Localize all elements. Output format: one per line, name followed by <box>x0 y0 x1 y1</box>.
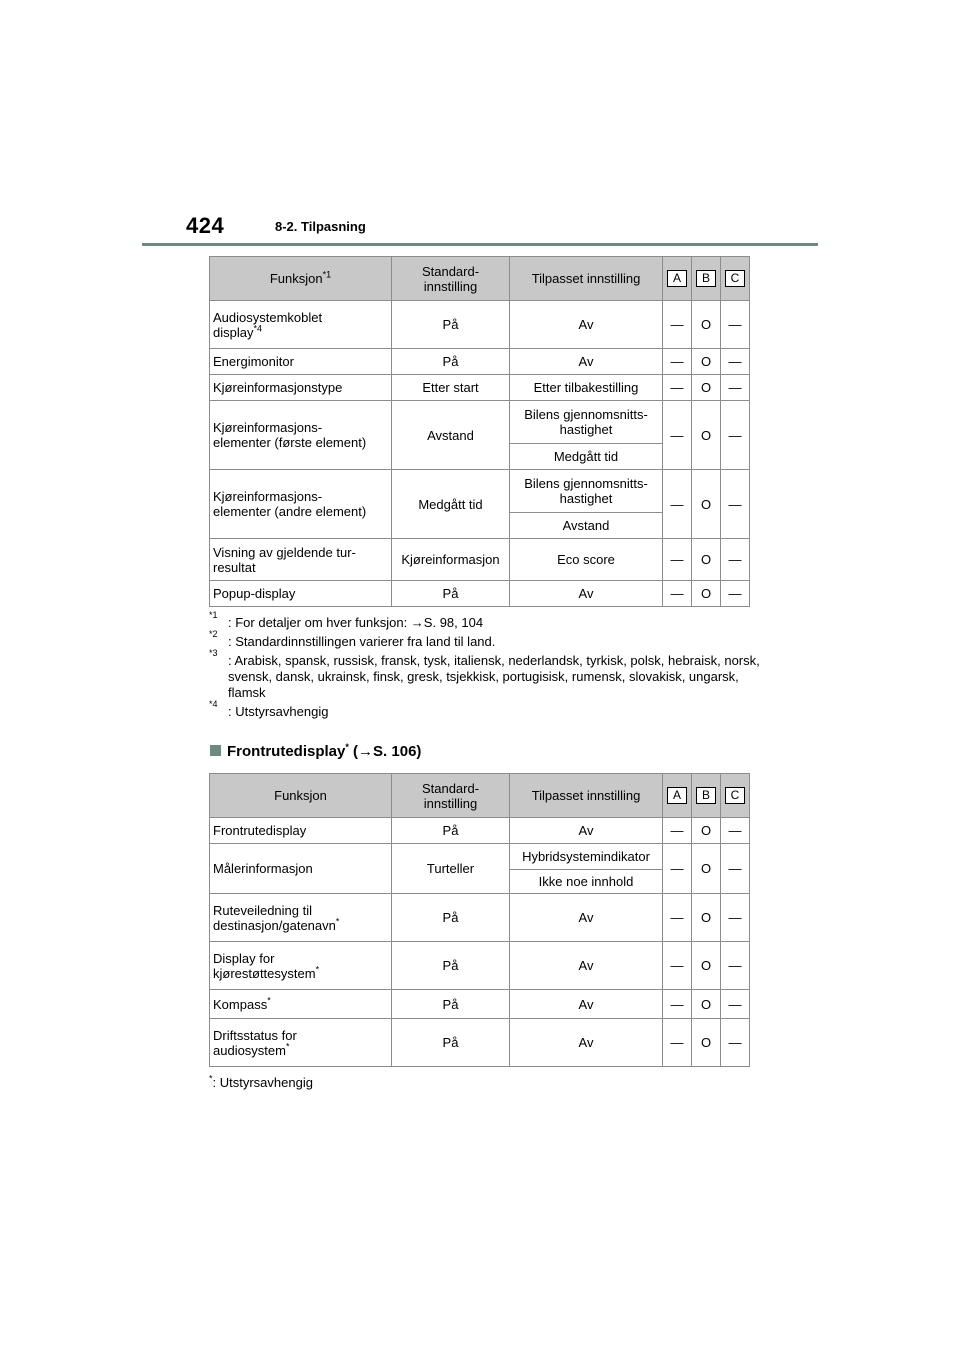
row-function: Ruteveiledning til destinasjon/gatenavn* <box>210 894 392 942</box>
col-b: B <box>692 774 721 818</box>
row-c: — <box>721 375 750 401</box>
col-a: A <box>663 257 692 301</box>
table-row <box>210 1019 750 1067</box>
table-row <box>210 894 750 942</box>
footnote-item: *2 : Standardinnstillingen varierer fra land til land. <box>209 629 496 649</box>
row-c: — <box>721 894 750 942</box>
row-b: O <box>692 990 721 1019</box>
row-default: På <box>392 1019 510 1067</box>
row-function: Kjøreinformasjons- elementer (første element) <box>210 401 392 470</box>
row-c: — <box>721 818 750 844</box>
row-custom: Av <box>510 301 663 349</box>
col-custom: Tilpasset innstilling <box>510 257 663 301</box>
row-a: — <box>663 990 692 1019</box>
row-custom: Av <box>510 1019 663 1067</box>
row-function: Visning av gjeldende tur- resultat <box>210 539 392 581</box>
row-custom: Av <box>510 349 663 375</box>
row-default: På <box>392 818 510 844</box>
row-default: Etter start <box>392 375 510 401</box>
row-function: Kjøreinformasjons- elementer (andre element) <box>210 470 392 539</box>
row-b: O <box>692 470 721 539</box>
table-row <box>210 539 750 581</box>
row-custom: Bilens gjennomsnitts- hastighet <box>510 470 663 513</box>
header-rule <box>142 243 818 246</box>
row-custom: Av <box>510 894 663 942</box>
col-c: C <box>721 774 750 818</box>
row-a: — <box>663 470 692 539</box>
footnote-item: *1 : For detaljer om hver funksjon: →S. 98, 104 <box>209 610 484 630</box>
row-a: — <box>663 1019 692 1067</box>
row-a: — <box>663 581 692 607</box>
row-a: — <box>663 894 692 942</box>
footnote-item: *3 : Arabisk, spansk, russisk, fransk, tysk, italiensk, nederlandsk, tyrkisk, polsk, hebraisk, norsk, svensk, dansk, ukrainsk, finsk, gresk, tsjekkisk, portugisisk, rumensk, slovakisk, ungarsk, flamsk <box>209 648 760 700</box>
row-function: Display for kjørestøttesystem* <box>210 942 392 990</box>
page-reference[interactable]: (→S. 106) <box>353 743 422 760</box>
row-default: På <box>392 894 510 942</box>
table-header-row <box>210 774 750 818</box>
row-function: Kjøreinformasjonstype <box>210 375 392 401</box>
row-default: På <box>392 349 510 375</box>
col-c: C <box>721 257 750 301</box>
table-row <box>210 581 750 607</box>
subheading-frontrutedisplay: Frontrutedisplay* (→S. 106) <box>210 743 421 760</box>
row-default: På <box>392 990 510 1019</box>
row-c: — <box>721 942 750 990</box>
row-c: — <box>721 844 750 894</box>
table-row <box>210 990 750 1019</box>
row-a: — <box>663 349 692 375</box>
row-custom: Medgått tid <box>510 444 663 470</box>
row-function: Kompass* <box>210 990 392 1019</box>
col-default: Standard- innstilling <box>392 774 510 818</box>
table-row <box>210 349 750 375</box>
row-default: Avstand <box>392 401 510 470</box>
col-b: B <box>692 257 721 301</box>
row-default: Kjøreinformasjon <box>392 539 510 581</box>
row-a: — <box>663 818 692 844</box>
row-b: O <box>692 894 721 942</box>
row-c: — <box>721 1019 750 1067</box>
row-a: — <box>663 844 692 894</box>
table-row <box>210 375 750 401</box>
row-b: O <box>692 401 721 470</box>
row-custom: Eco score <box>510 539 663 581</box>
settings-table-1 <box>209 256 750 607</box>
row-c: — <box>721 539 750 581</box>
table-row <box>210 844 750 870</box>
row-function: Målerinformasjon <box>210 844 392 894</box>
table-row <box>210 401 750 444</box>
table-row <box>210 818 750 844</box>
row-default: På <box>392 942 510 990</box>
row-default: Turteller <box>392 844 510 894</box>
row-b: O <box>692 818 721 844</box>
row-function: Popup-display <box>210 581 392 607</box>
row-a: — <box>663 301 692 349</box>
row-b: O <box>692 539 721 581</box>
page-header <box>0 0 960 250</box>
row-b: O <box>692 301 721 349</box>
page-number: 424 <box>186 213 225 238</box>
table-row <box>210 942 750 990</box>
row-function: Energimonitor <box>210 349 392 375</box>
row-c: — <box>721 581 750 607</box>
table-row <box>210 301 750 349</box>
row-function: Driftsstatus for audiosystem* <box>210 1019 392 1067</box>
row-custom: Hybridsystemindikator <box>510 844 663 870</box>
row-c: — <box>721 301 750 349</box>
col-custom: Tilpasset innstilling <box>510 774 663 818</box>
table-header-row <box>210 257 750 301</box>
settings-table-2 <box>209 773 750 1067</box>
row-custom: Ikke noe innhold <box>510 870 663 894</box>
row-custom: Av <box>510 581 663 607</box>
table-footnote: *: Utstyrsavhengig <box>209 1073 313 1090</box>
row-c: — <box>721 990 750 1019</box>
row-b: O <box>692 844 721 894</box>
col-a: A <box>663 774 692 818</box>
row-function: Frontrutedisplay <box>210 818 392 844</box>
row-b: O <box>692 375 721 401</box>
col-function: Funksjon$^{*1}$ <box>210 257 392 301</box>
row-custom: Av <box>510 818 663 844</box>
row-b: O <box>692 942 721 990</box>
row-a: — <box>663 942 692 990</box>
row-custom: Avstand <box>510 513 663 539</box>
table-row <box>210 470 750 513</box>
row-c: — <box>721 401 750 470</box>
row-custom: Etter tilbakestilling <box>510 375 663 401</box>
section-title: 8-2. Tilpasning <box>275 219 366 234</box>
row-a: — <box>663 401 692 470</box>
footnotes <box>209 610 769 723</box>
row-function: Audiosystemkoblet display$^{*4}$ <box>210 301 392 349</box>
row-a: — <box>663 375 692 401</box>
row-a: — <box>663 539 692 581</box>
square-bullet-icon <box>210 745 221 756</box>
row-default: På <box>392 301 510 349</box>
col-function: Funksjon <box>210 774 392 818</box>
row-c: — <box>721 470 750 539</box>
row-b: O <box>692 349 721 375</box>
row-b: O <box>692 581 721 607</box>
col-default: Standard- innstilling <box>392 257 510 301</box>
row-default: På <box>392 581 510 607</box>
row-c: — <box>721 349 750 375</box>
row-custom: Bilens gjennomsnitts- hastighet <box>510 401 663 444</box>
row-b: O <box>692 1019 721 1067</box>
row-default: Medgått tid <box>392 470 510 539</box>
row-custom: Av <box>510 942 663 990</box>
row-custom: Av <box>510 990 663 1019</box>
footnote-item: *4 : Utstyrsavhengig <box>209 699 329 719</box>
